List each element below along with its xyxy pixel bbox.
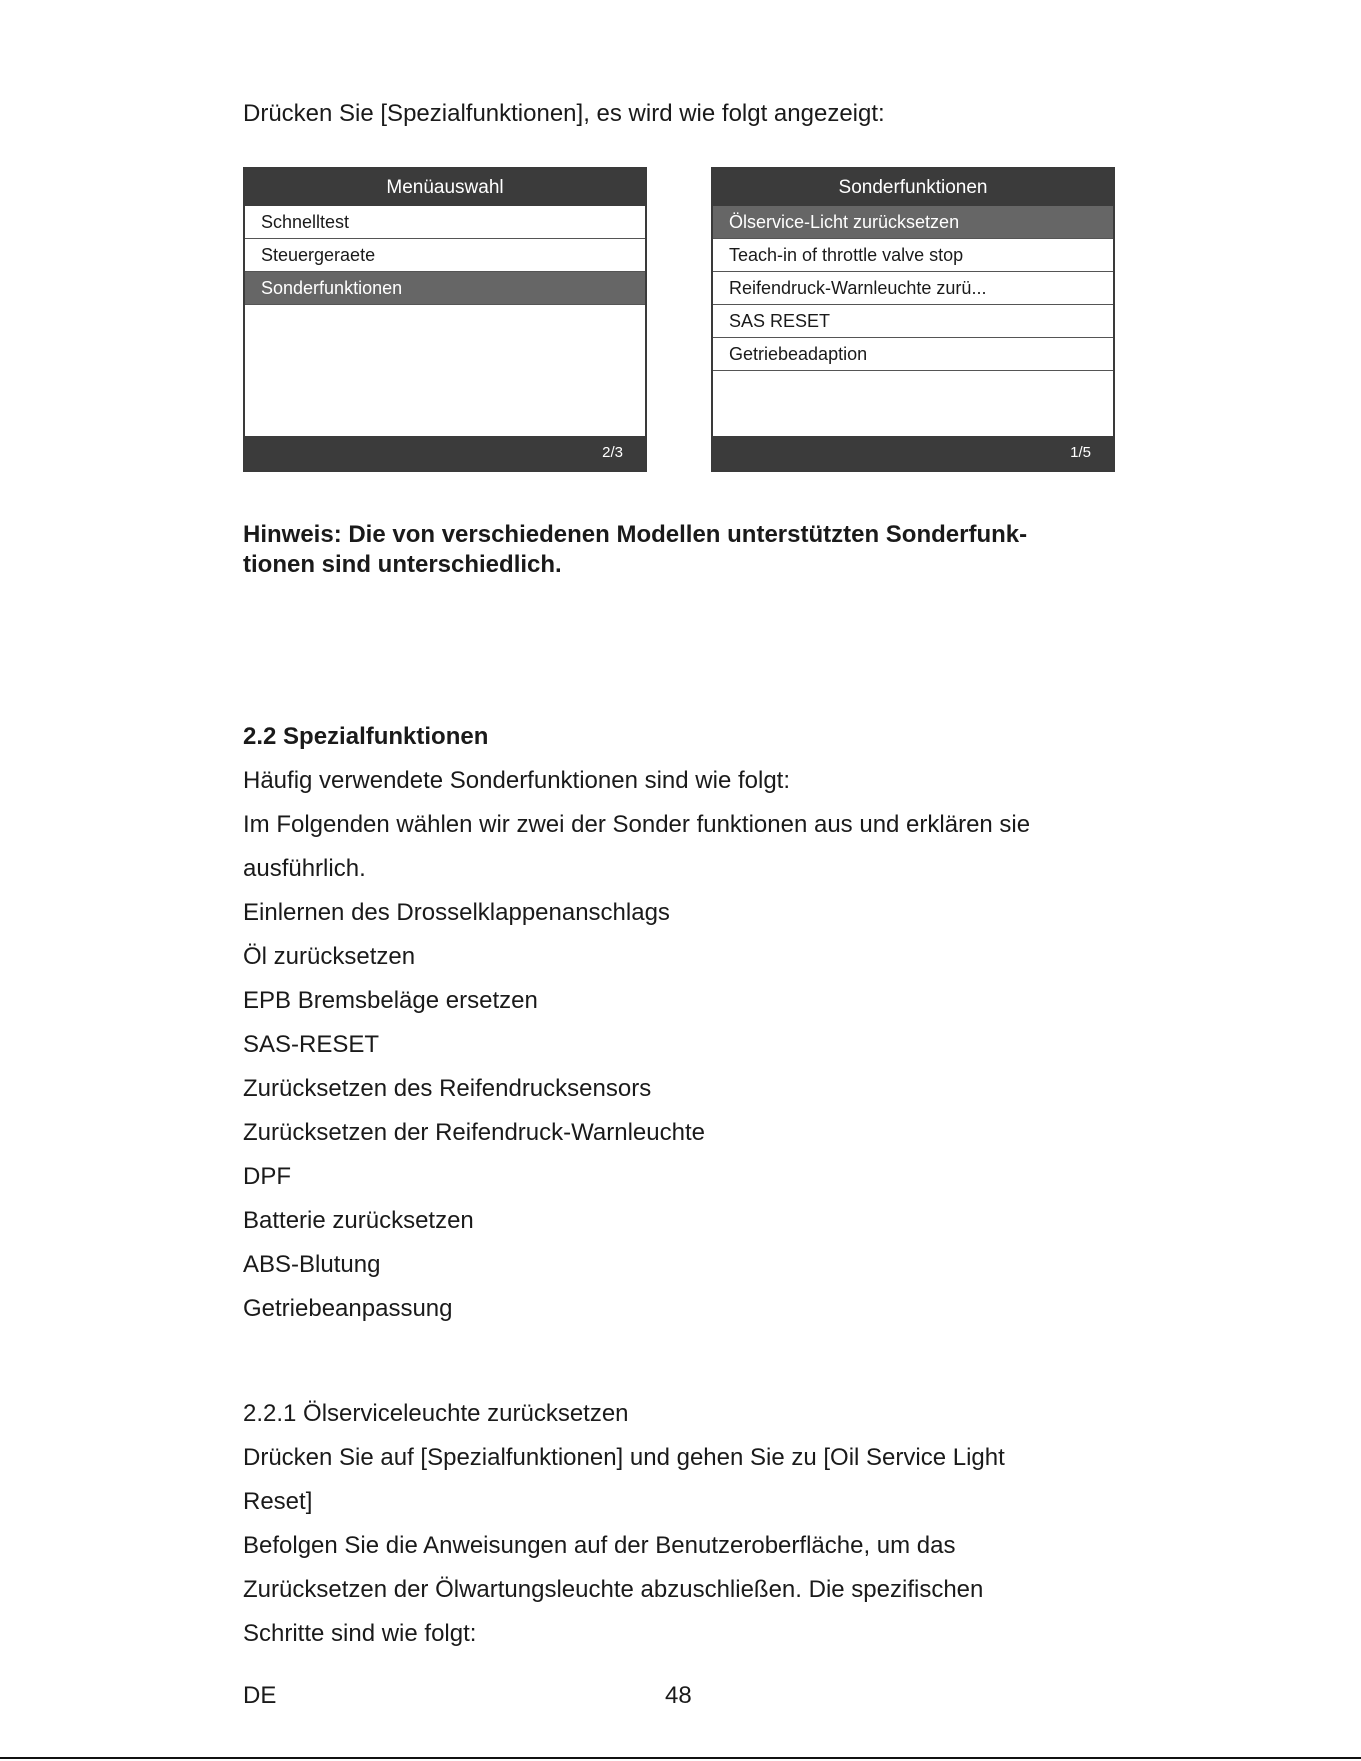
function-list bbox=[713, 206, 1113, 371]
page-indicator: 1/5 bbox=[713, 436, 1113, 470]
note-line-2: tionen sind unterschiedlich. bbox=[243, 551, 562, 578]
function-list-item: Getriebeanpassung bbox=[243, 1295, 453, 1322]
function-list-item: Zurücksetzen des Reifendrucksensors bbox=[243, 1075, 652, 1102]
function-item-tpms-warning-reset[interactable]: Reifendruck-Warnleuchte zurü... bbox=[713, 272, 1113, 305]
section-line: Häufig verwendete Sonderfunktionen sind wie folgt: bbox=[243, 767, 791, 794]
intro-text: Drücken Sie [Spezialfunktionen], es wird wie folgt angezeigt: bbox=[243, 100, 885, 127]
menu-item-special-functions[interactable]: Sonderfunktionen bbox=[245, 272, 645, 305]
subsection-line: Zurücksetzen der Ölwartungsleuchte abzuschließen. Die spezifischen bbox=[243, 1576, 984, 1603]
function-list-item: Batterie zurücksetzen bbox=[243, 1207, 474, 1234]
screen-title: Menüauswahl bbox=[245, 169, 645, 206]
function-item-oil-service-reset[interactable]: Ölservice-Licht zurücksetzen bbox=[713, 206, 1113, 239]
function-list-item: Einlernen des Drosselklappenanschlags bbox=[243, 899, 670, 926]
screen-title: Sonderfunktionen bbox=[713, 169, 1113, 206]
note-line-1: Hinweis: Die von verschiedenen Modellen unterstützten Sonderfunk- bbox=[243, 521, 1028, 548]
function-list-item: SAS-RESET bbox=[243, 1031, 380, 1058]
menu-list bbox=[245, 206, 645, 305]
subsection-line: Schritte sind wie folgt: bbox=[243, 1620, 477, 1647]
subsection-line: Drücken Sie auf [Spezialfunktionen] und gehen Sie zu [Oil Service Light bbox=[243, 1444, 1005, 1471]
function-list-item: Zurücksetzen der Reifendruck-Warnleuchte bbox=[243, 1119, 705, 1146]
function-list-item: Öl zurücksetzen bbox=[243, 943, 416, 970]
function-list-item: EPB Bremsbeläge ersetzen bbox=[243, 987, 538, 1014]
menu-select-screen bbox=[243, 167, 647, 472]
function-item-transmission-adaption[interactable]: Getriebeadaption bbox=[713, 338, 1113, 371]
subsection-heading: 2.2.1 Ölserviceleuchte zurücksetzen bbox=[243, 1400, 629, 1427]
function-list-item: DPF bbox=[243, 1163, 291, 1190]
menu-item-control-units[interactable]: Steuergeraete bbox=[245, 239, 645, 272]
special-functions-screen bbox=[711, 167, 1115, 472]
function-item-throttle-teach-in[interactable]: Teach-in of throttle valve stop bbox=[713, 239, 1113, 272]
menu-item-quicktest[interactable]: Schnelltest bbox=[245, 206, 645, 239]
footer-language: DE bbox=[243, 1682, 277, 1709]
page-number: 48 bbox=[665, 1682, 692, 1709]
section-line: Im Folgenden wählen wir zwei der Sonder funktionen aus und erklären sie bbox=[243, 811, 1031, 838]
subsection-line: Reset] bbox=[243, 1488, 313, 1515]
section-heading: 2.2 Spezialfunktionen bbox=[243, 723, 489, 750]
function-list-item: ABS-Blutung bbox=[243, 1251, 381, 1278]
section-line: ausführlich. bbox=[243, 855, 366, 882]
bottom-rule bbox=[0, 1757, 1361, 1759]
subsection-line: Befolgen Sie die Anweisungen auf der Benutzeroberfläche, um das bbox=[243, 1532, 956, 1559]
function-item-sas-reset[interactable]: SAS RESET bbox=[713, 305, 1113, 338]
page-indicator: 2/3 bbox=[245, 436, 645, 470]
